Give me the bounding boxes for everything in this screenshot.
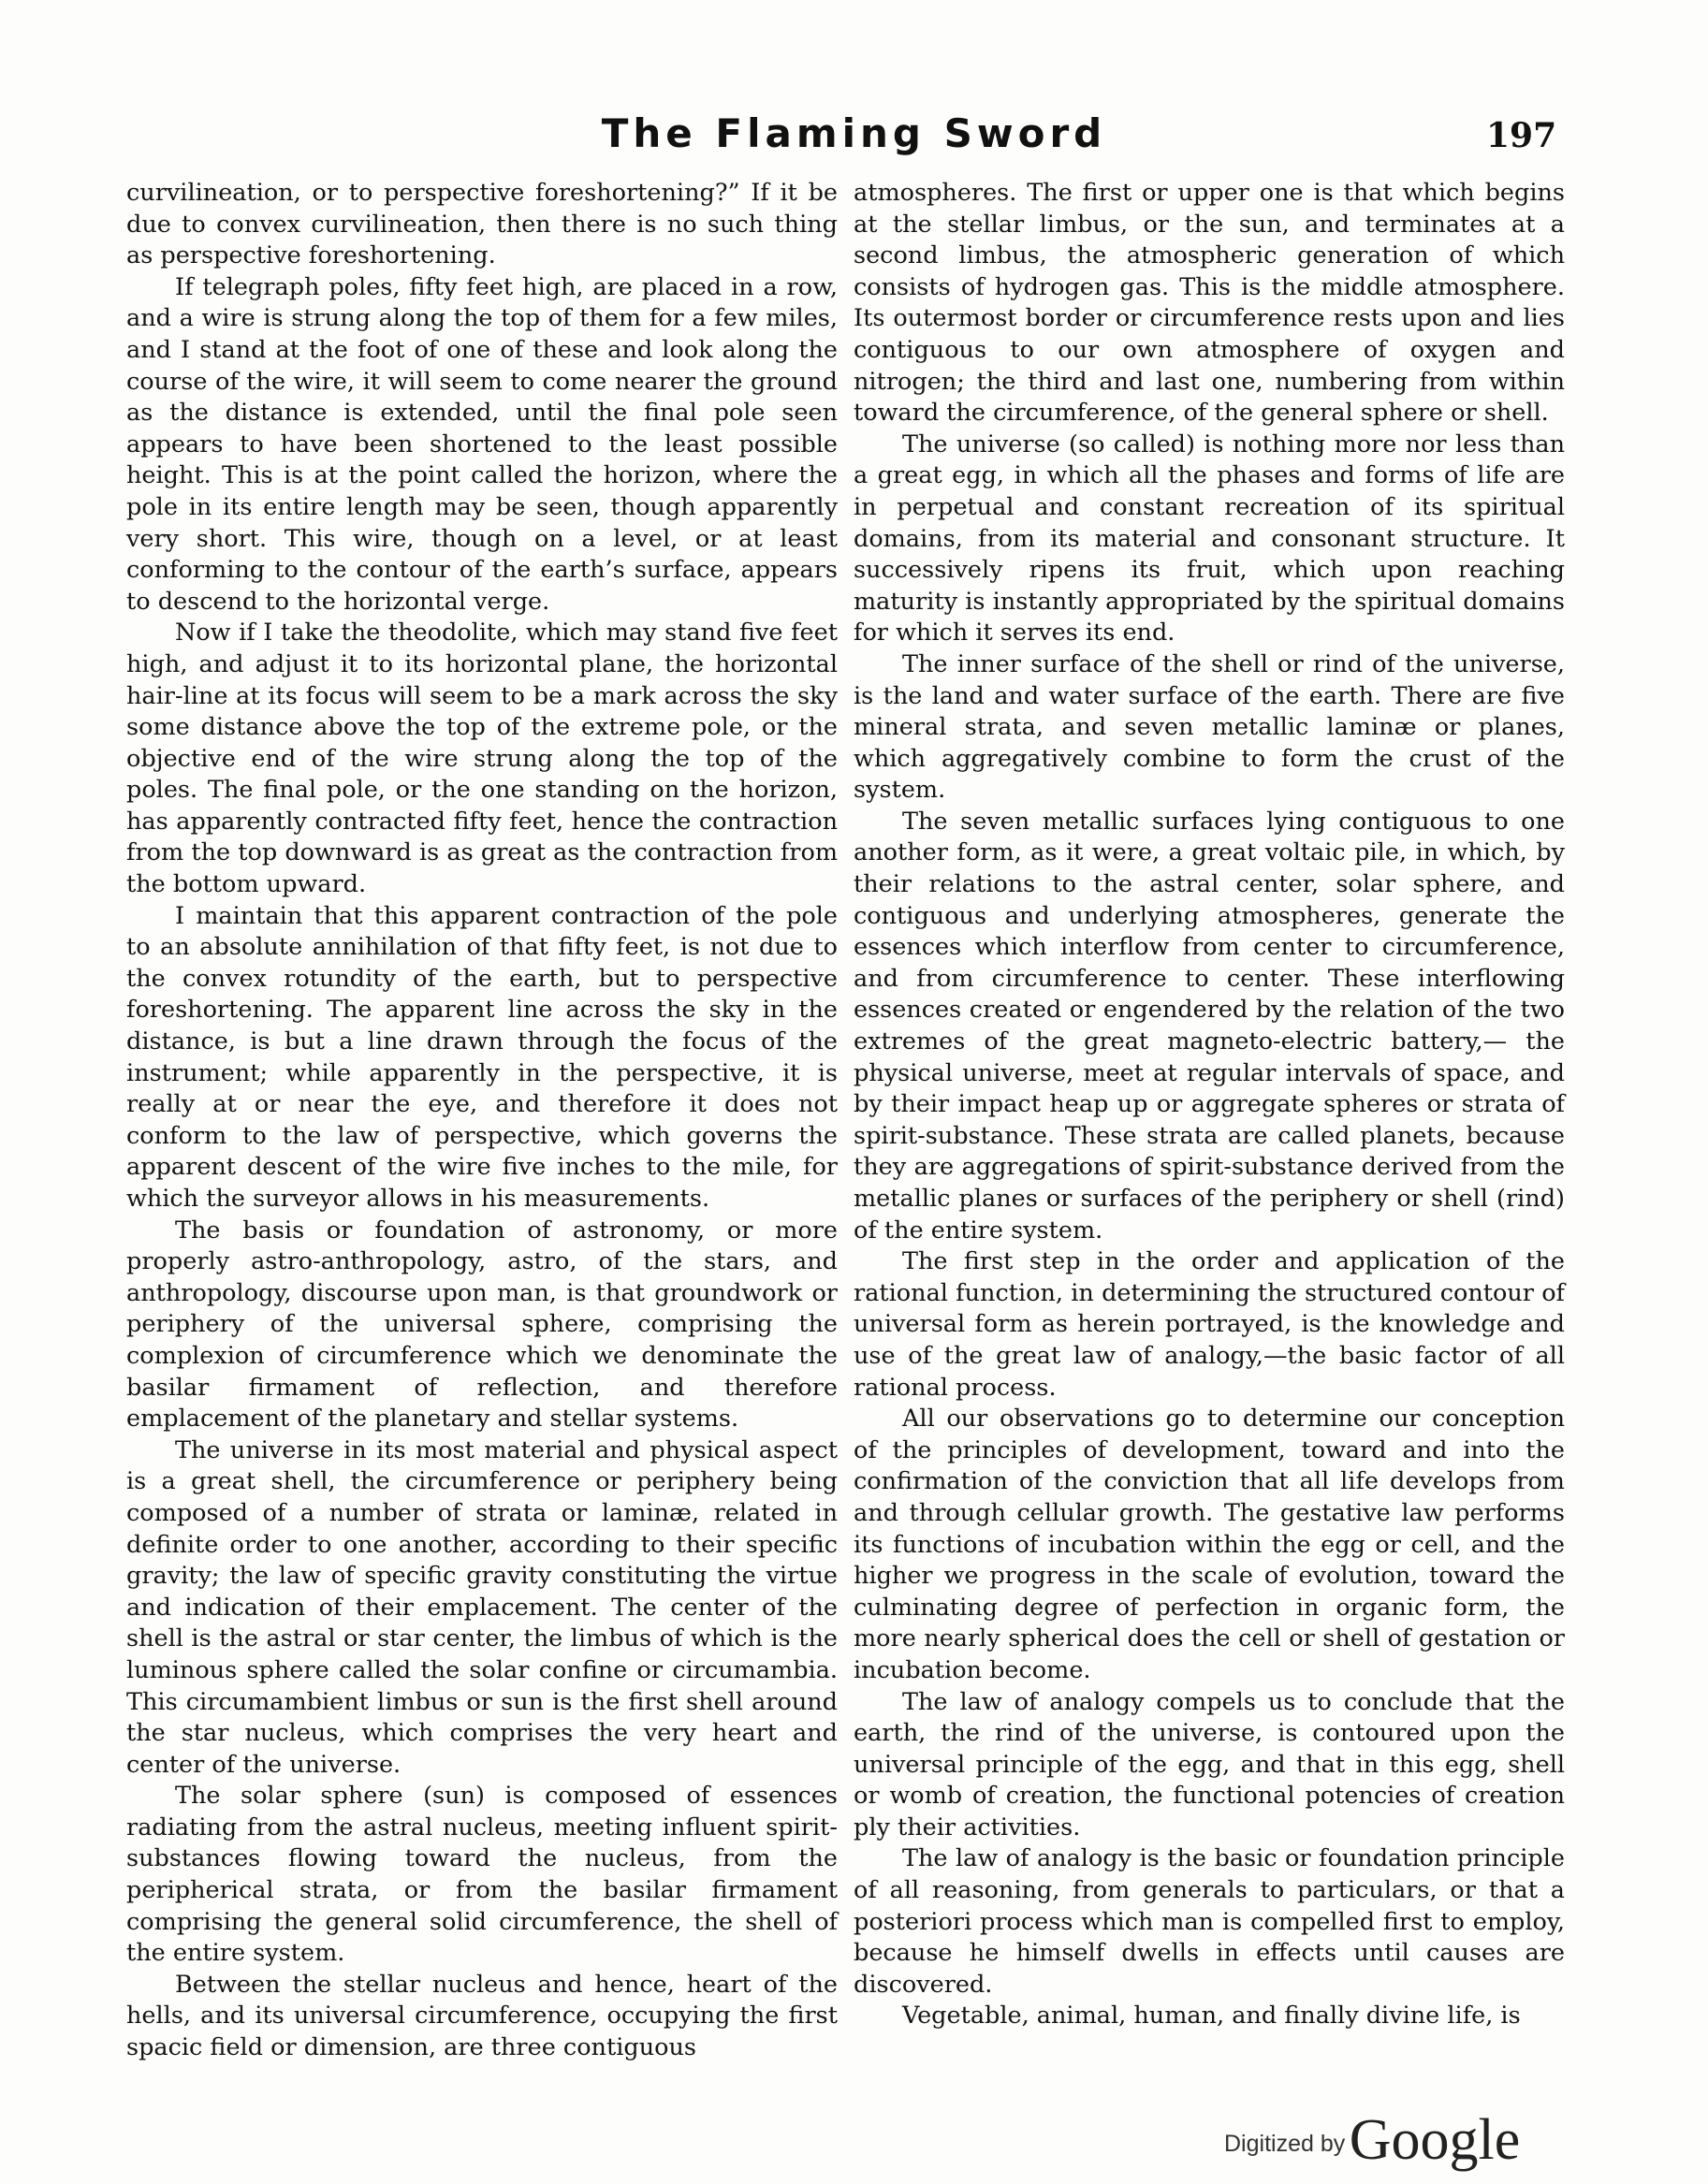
paragraph: The law of analogy compels us to conclude that the earth, the rind of the universe, is contoured upon the universal principle of the egg, and that in this egg, shell or womb of creation, the functional potencies of creation ply their activities. bbox=[854, 1687, 1565, 1842]
paragraph: The universe (so called) is nothing more nor less than a great egg, in which all the phases and forms of life are in perpetual and constant recreation of its spiritual domains, from its material and consonant structure. It successively ripens its fruit, which upon reaching maturity is instantly appropriated by the spiritual domains for which it serves its end. bbox=[854, 430, 1565, 648]
paragraph: Now if I take the theodolite, which may stand five feet high, and adjust it to its horizontal plane, the horizontal hair-line at its focus will seem to be a mark across the sky some distance above the top of the extreme pole, or the objective end of the wire strung along the top of the poles. The final pole, or the one standing on the horizon, has apparently contracted fifty feet, hence the contraction from the top downward is as great as the contraction from the bottom upward. bbox=[126, 619, 838, 899]
paragraph: atmospheres. The first or upper one is that which begins at the stellar limbus, or the sun, and terminates at a second limbus, the atmospheric generation of which consists of hydrogen gas. This is the middle atmosphere. Its outermost border or circumference rests upon and lies contiguous to our own atmosphere of oxygen and nitrogen; the third and last one, numbering from within toward the circumference, of the general sphere or shell. bbox=[854, 179, 1565, 428]
paragraph: curvilineation, or to perspective foreshortening?” If it be due to convex curvilineation, then there is no such thing as perspective foreshortening. bbox=[126, 179, 838, 270]
running-header-title: The Flaming Sword bbox=[601, 110, 1107, 156]
paragraph: The first step in the order and application of the rational function, in determining the structured contour of universal form as herein portrayed, is the knowledge and use of the great law of analogy,—the basic factor of all rational process. bbox=[854, 1247, 1565, 1402]
paragraph: The basis or foundation of astronomy, or more properly astro-anthropology, astro, of the stars, and anthropology, discourse upon man, is that groundwork or periphery of the universal sphere, comprising the complexion of circumference which we denominate the basilar firmament of reflection, and therefore emplacement of the planetary and stellar systems. bbox=[126, 1216, 838, 1434]
google-logo: Google bbox=[1349, 2108, 1521, 2172]
paragraph: All our observations go to determine our conception of the principles of development, toward and into the confirmation of the conviction that all life develops from and through cellular growth. The gestative law performs its functions of incubation within the egg or cell, and the higher we progress in the scale of evolution, toward the culminating degree of perfection in organic form, the more nearly spherical does the cell or shell of gestation or incubation become. bbox=[854, 1405, 1565, 1684]
paragraph: Vegetable, animal, human, and finally divine life, is bbox=[902, 2002, 1521, 2031]
paragraph: The law of analogy is the basic or foundation principle of all reasoning, from generals to particulars, or that a posteriori process which man is compelled first to employ, because he himself dwells in effects until causes are discovered. bbox=[854, 1844, 1565, 1999]
page-number: 197 bbox=[1486, 116, 1557, 155]
right-text-column bbox=[854, 178, 1565, 2032]
paragraph: The universe in its most material and physical aspect is a great shell, the circumference or periphery being composed of a number of strata or laminæ, related in definite order to one another, according to their specific gravity; the law of specific gravity constituting the virtue and indication of their emplacement. The center of the shell is the astral or star center, the limbus of which is the luminous sphere called the solar confine or circumambia. This circumambient limbus or sun is the first shell around the star nucleus, which comprises the very heart and center of the universe. bbox=[126, 1435, 838, 1779]
paragraph: I maintain that this apparent contraction of the pole to an absolute annihilation of that fifty feet, is not due to the convex rotundity of the earth, but to perspective foreshortening. The apparent line across the sky in the distance, is but a line drawn through the focus of the instrument; while apparently in the perspective, it is really at or near the eye, and therefore it does not conform to the law of perspective, which governs the apparent descent of the wire five inches to the mile, for which the surveyor allows in his measurements. bbox=[126, 901, 838, 1213]
paragraph: The inner surface of the shell or rind of the universe, is the land and water surface of the earth. There are five mineral strata, and seven metallic laminæ or planes, which aggregatively combine to form the crust of the system. bbox=[854, 649, 1565, 805]
paragraph: The seven metallic surfaces lying contiguous to one another form, as it were, a great voltaic pile, in which, by their relations to the astral center, solar sphere, and contiguous and underlying atmospheres, generate the essences which interflow from center to circumference, and from circumference to center. These interflowing essences created or engendered by the relation of the two extremes of the great magneto-electric battery,— the physical universe, meet at regular intervals of space, and by their impact heap up or aggregate spheres or strata of spirit-substance. These strata are called planets, because they are aggregations of spirit-substance derived from the metallic planes or surfaces of the periphery or shell (rind) of the entire system. bbox=[854, 807, 1565, 1245]
paragraph: Between the stellar nucleus and hence, heart of the hells, and its universal circumference, occupying the first spacic field or dimension, are three contiguous bbox=[126, 1970, 838, 2062]
paragraph: The solar sphere (sun) is composed of essences radiating from the astral nucleus, meeting influent spirit-substances flowing toward the nucleus, from the peripherical strata, or from the basilar firmament comprising the general solid circumference, the shell of the entire system. bbox=[126, 1782, 838, 1968]
left-text-column bbox=[126, 178, 838, 2064]
digitized-label: Digitized by bbox=[1224, 2131, 1346, 2157]
digitized-by-google-watermark bbox=[1224, 2107, 1520, 2174]
paragraph: If telegraph poles, fifty feet high, are placed in a row, and a wire is strung along the top of them for a few miles, and I stand at the foot of one of these and look along the course of the wire, it will seem to come nearer the ground as the distance is extended, until the final pole seen appears to have been shortened to the least possible height. This is at the point called the horizon, where the pole in its entire length may be seen, though apparently very short. This wire, though on a level, or at least conforming to the contour of the earth’s surface, appears to descend to the horizontal verge. bbox=[126, 272, 838, 616]
